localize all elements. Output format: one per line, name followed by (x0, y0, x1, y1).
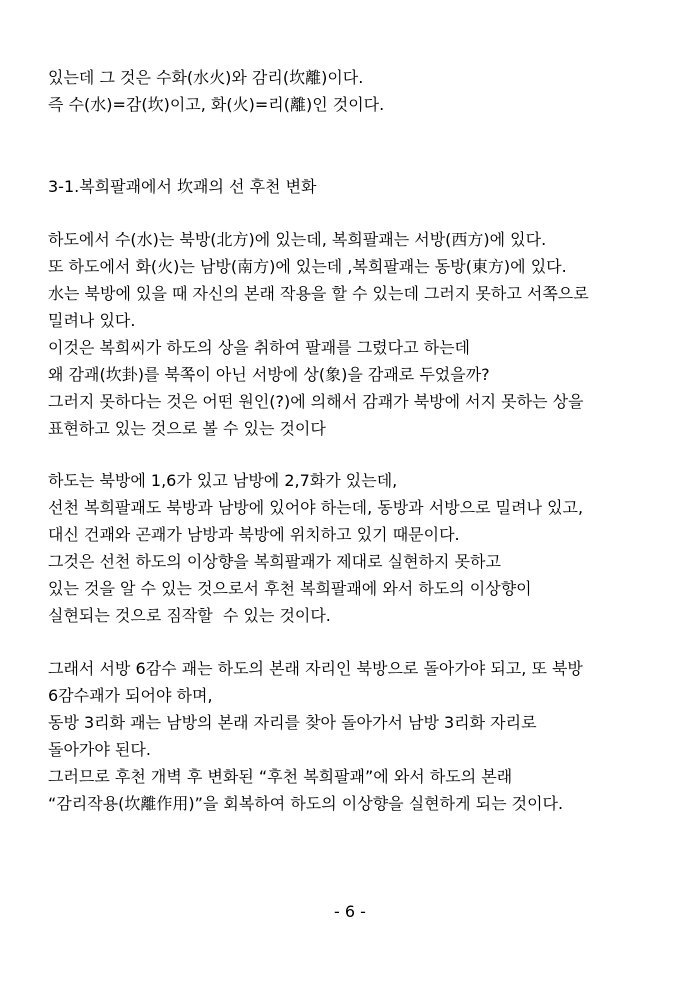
text-line: 돌아가야 된다. (48, 740, 151, 759)
text-line: 하도는 북방에 1,6가 있고 남방에 2,7화가 있는데, (48, 471, 398, 490)
text-line: 6감수괘가 되어야 하며, (48, 686, 213, 705)
text-line: 있는데 그 것은 수화(水火)와 감리(坎離)이다. (48, 68, 364, 87)
text-line: 그것은 선천 하도의 이상향을 복희팔괘가 제대로 실현하지 못하고 (48, 552, 501, 571)
text-line: 水는 북방에 있을 때 자신의 본래 작용을 할 수 있는데 그러지 못하고 서쪽으로 (48, 284, 589, 303)
section-heading: 3-1.복희팔괘에서 坎괘의 선 후천 변화 (48, 177, 317, 196)
text-line: 밀려나 있다. (48, 311, 136, 330)
text-line: 대신 건괘와 곤괘가 남방과 북방에 위치하고 있기 때문이다. (48, 525, 460, 544)
text-line: 왜 감괘(坎卦)를 북쪽이 아닌 서방에 상(象)을 감괘로 두었을까? (48, 365, 490, 384)
text-line: 그래서 서방 6감수 괘는 하도의 본래 자리인 북방으로 돌아가야 되고, 또 북방 (48, 659, 583, 678)
text-line: 즉 수(水)=감(坎)이고, 화(火)=리(離)인 것이다. (48, 95, 385, 114)
text-line: 또 하도에서 화(火)는 남방(南方)에 있는데 ,복희팔괘는 동방(東方)에 있다. (48, 257, 567, 276)
text-line: 동방 3리화 괘는 남방의 본래 자리를 찾아 돌아가서 남방 3리화 자리로 (48, 713, 537, 732)
text-line: 표현하고 있는 것으로 볼 수 있는 것이다 (48, 419, 326, 438)
text-line: 실현되는 것으로 짐작할 수 있는 것이다. (48, 606, 331, 625)
text-line: 하도에서 수(水)는 북방(北方)에 있는데, 복희팔괘는 서방(西方)에 있다. (48, 230, 547, 249)
text-line: “감리작용(坎離作用)”을 회복하여 하도의 이상향을 실현하게 되는 것이다. (48, 794, 564, 813)
text-line: 이것은 복희씨가 하도의 상을 취하여 팔괘를 그렸다고 하는데 (48, 338, 471, 357)
text-line: 선천 복희팔괘도 북방과 남방에 있어야 하는데, 동방과 서방으로 밀려나 있고, (48, 498, 584, 517)
page-number: - 6 - (334, 902, 366, 921)
text-line: 그러므로 후천 개벽 후 변화된 “후천 복희팔괘”에 와서 하도의 본래 (48, 767, 513, 786)
text-line: 있는 것을 알 수 있는 것으로서 후천 복희팔괘에 와서 하도의 이상향이 (48, 579, 532, 598)
text-line: 그러지 못하다는 것은 어떤 원인(?)에 의해서 감괘가 북방에 서지 못하는 상을 (48, 392, 584, 411)
